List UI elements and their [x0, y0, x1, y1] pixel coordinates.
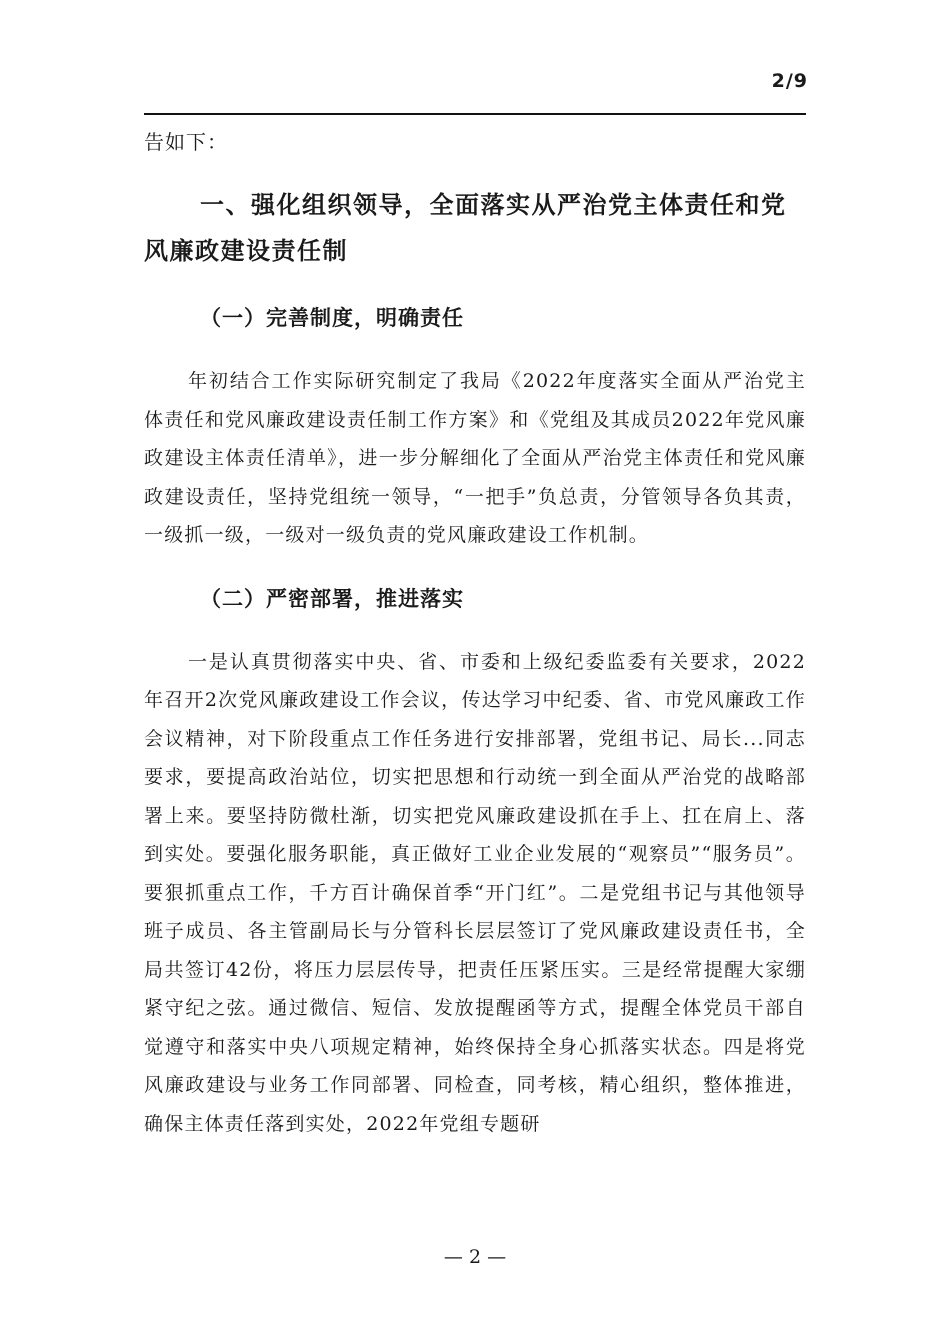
- lead-in-text: 告如下：: [144, 130, 228, 154]
- page-counter: 2/9: [771, 70, 808, 92]
- subsection-heading-2: （二）严密部署，推进落实: [200, 586, 464, 611]
- document-body: [144, 118, 806, 1143]
- paragraph-1: 年初结合工作实际研究制定了我局《2022年度落实全面从严治党主体责任和党风廉政建设责任制工作方案》和《党组及其成员2022年党风廉政建设主体责任清单》，进一步分解细化了全面从严治党主体责任和党风廉政建设责任，坚持党组统一领导，“一把手”负总责，分管领导各负其责，一级抓一级，一级对一级负责的党风廉政建设工作机制。: [144, 370, 806, 546]
- header-divider: [144, 113, 806, 115]
- footer-page-number: — 2 —: [443, 1246, 507, 1268]
- paragraph-2: 一是认真贯彻落实中央、省、市委和上级纪委监委有关要求，2022年召开2次党风廉政建设工作会议，传达学习中纪委、省、市党风廉政工作会议精神，对下阶段重点工作任务进行安排部署，党组书记、局长...同志要求，要提高政治站位，切实把思想和行动统一到全面从严治党的战略部署上来。要坚持防微杜渐，切实把党风廉政建设抓在手上、扛在肩上、落到实处。要强化服务职能，真正做好工业企业发展的“观察员”“服务员”。要狠抓重点工作，千方百计确保首季“开门红”。二是党组书记与其他领导班子成员、各主管副局长与分管科长层层签订了党风廉政建设责任书，全局共签订42份，将压力层层传导，把责任压紧压实。三是经常提醒大家绷紧守纪之弦。通过微信、短信、发放提醒函等方式，提醒全体党员干部自觉遵守和落实中央八项规定精神，始终保持全身心抓落实状态。四是将党风廉政建设与业务工作同部署、同检查，同考核，精心组织，整体推进，确保主体责任落到实处，2022年党组专题研: [144, 650, 806, 1135]
- subsection-heading-1: （一）完善制度，明确责任: [200, 306, 464, 330]
- section-heading: 一、强化组织领导，全面落实从严治党主体责任和党风廉政建设责任制: [144, 191, 787, 265]
